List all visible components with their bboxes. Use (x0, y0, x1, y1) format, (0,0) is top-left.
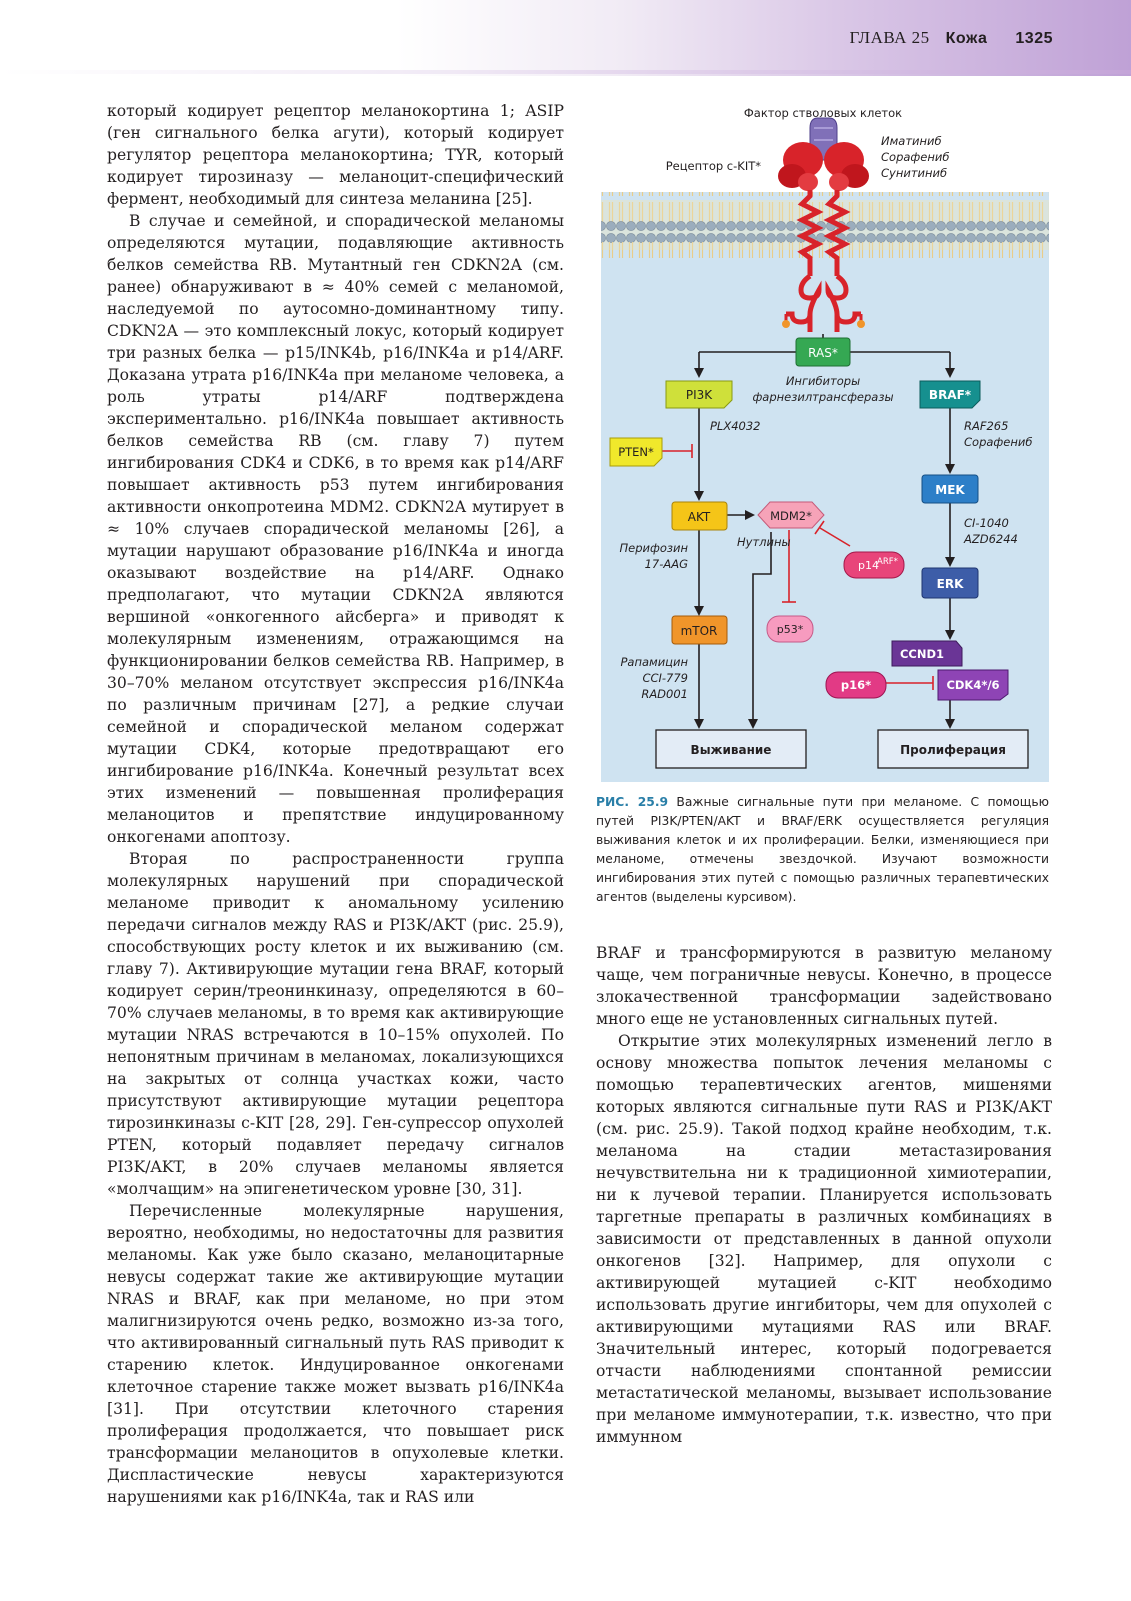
node-cdk4-6 (938, 670, 1008, 700)
drug-ftase-line2: фарнезилтрансферазы (752, 390, 894, 404)
node-p53-label: p53* (776, 623, 804, 636)
node-cdk-label: CDK4*/6 (946, 678, 1000, 692)
node-mtor (672, 616, 727, 644)
outcome-proliferation-label: Пролиферация (900, 743, 1006, 757)
node-p53 (767, 616, 813, 642)
node-mtor-label: mTOR (680, 624, 718, 638)
membrane-core (601, 200, 1049, 250)
node-pten (610, 438, 662, 466)
figure-label: РИС. 25.9 (596, 795, 669, 809)
drug-plx4032: PLX4032 (710, 419, 761, 433)
outcome-survival (656, 730, 806, 768)
node-ras-label: RAS* (808, 346, 838, 360)
drug-sorafenib-braf: Сорафениб (964, 435, 1033, 449)
header-rule (0, 70, 1131, 74)
figure-caption (596, 793, 1049, 907)
paragraph: Вторая по распространенности группа молекулярных нарушений при спорадической меланоме приводит к аномальному усилению передачи сигналов между RAS и PI3K/AKT (рис. 25.9), способствующих росту клеток и их выживанию (см. главу 7). Активирующие мутации гена BRAF, который кодирует серин/треонинкиназу, определяются в 60–70% случаев меланомы, в то время как активирующие мутации NRAS встречаются в 10–15% опухолей. По непонятным причинам в меланомах, локализующихся на закрытых от солнца участках кожи, часто присутствуют активирующие мутации рецептора тирозинкиназы c-KIT [28, 29]. Ген-супрессор опухолей PTEN, который подавляет передачу сигналов PI3K/AKT, в 20% случаев меланомы является «молчащим» на эпигенетическом уровне [30, 31]. (107, 850, 564, 1198)
drug-ci1040: CI-1040 (964, 516, 1009, 530)
node-braf-label: BRAF* (928, 388, 972, 402)
drug-perifosine: Перифозин (619, 541, 688, 555)
drug-imatinib: Иматиниб (881, 134, 942, 148)
outcome-proliferation (878, 730, 1028, 768)
node-p16 (826, 672, 886, 698)
node-mdm2 (758, 502, 824, 528)
node-ccnd1-label: CCND1 (899, 647, 945, 661)
drug-ftase-line1: Ингибиторы (785, 374, 861, 388)
drug-raf265: RAF265 (964, 419, 1009, 433)
paragraph: В случае и семейной, и спорадической меланомы определяются мутации, подавляющие активность белков семейства RB. Мутантный ген CDKN2A (см. ранее) обнаруживают в ≈ 40% семей с меланомой, наследуемой по аутосомно-доминантному типу. CDKN2A — это комплексный локус, который кодирует три разных белка — p15/INK4b, p16/INK4a и p14/ARF. Доказана утрата p16/INK4a при меланоме человека, а роль утраты p14/ARF подтверждена экспериментально. p16/INK4a повышает активность белков семейства RB (см. главу 7) путем ингибирования CDK4 и CDK6, в то время как p14/ARF повышает активность p53 путем ингибирования активности онкопротеина MDM2. CDKN2A мутирует в ≈ 10% случаев спорадической меланомы [26], а мутации нарушают образование p16/INK4a и иногда оказывают воздействие на p14/ARF. Однако предполагают, что мутации CDKN2A являются вершиной «онкогенного айсберга» и приводят к молекулярным изменениям, отражающимся на функционировании белков семейства RB. Например, в 30–70% меланом отсутствует экспрессия p16/INK4a по различным причинам [27], а редкие случаи семейной и спорадической меланом содержат мутации CDK4, которые предотвращают его ингибирование p16/INK4a. Конечный результат всех этих изменений — повышенная пролиферация меланоцитов и препятствие индуцированному онкогенами апоптозу. (107, 212, 564, 846)
node-ras (796, 338, 850, 366)
drug-azd6244: AZD6244 (964, 532, 1018, 546)
node-mek-label: MEK (935, 483, 965, 497)
node-pi3k-label: PI3K (685, 388, 713, 402)
label-receptor: Рецептор c-KIT* (665, 159, 761, 173)
right-column (596, 942, 1052, 1448)
chapter-label: ГЛАВА 25 (849, 28, 930, 47)
drug-nutlins: Нутлины (737, 535, 791, 549)
paragraph: Открытие этих молекулярных изменений легло в основу множества попыток лечения меланомы с помощью терапевтических агентов, мишенями которых являются сигнальные пути RAS и PI3K/AKT (см. рис. 25.9). Такой подход крайне необходим, т.к. меланома на стадии метастазирования нечувствительна ни к традиционной химиотерапии, ни к лучевой терапии. Планируется использовать таргетные препараты в различных комбинациях в зависимости от представленных в данной опухоли онкогенов [32]. Например, для опухоли с активирующей мутацией c-KIT необходимо использовать другие ингибиторы, чем для опухолей с активирующими мутациями RAS или BRAF. Значительный интерес, который подогревается отчасти наблюдениями спонтанной ремиссии метастатической меланомы, вызывает использование при меланоме иммунотерапии, т.к. известно, что при иммунном (596, 1032, 1052, 1446)
drug-cci779: CCI-779 (642, 671, 688, 685)
node-p14-superscript: ARF* (877, 557, 898, 567)
node-ccnd1 (892, 641, 962, 666)
node-akt (672, 502, 727, 530)
node-mdm2-label: MDM2* (770, 509, 812, 523)
figure-25-9 (596, 100, 1049, 785)
caption-text: Важные сигнальные пути при меланоме. С помощью путей PI3K/PTEN/AKT и BRAF/ERK осуществляется регуляция выживания клеток и их пролиферации. Белки, изменяющиеся при меланоме, отмечены звездочкой. Изучают возможности ингибирования этих путей с помощью различных терапевтических агентов (выделены курсивом). (596, 795, 1049, 904)
node-braf (920, 381, 980, 408)
node-p16-label: p16* (840, 678, 872, 692)
left-column (107, 100, 564, 1508)
node-mek (922, 475, 978, 503)
drug-sunitinib: Сунитиниб (881, 166, 948, 180)
node-pten-label: PTEN* (618, 445, 654, 459)
node-erk (922, 568, 978, 598)
drug-sorafenib: Сорафениб (881, 150, 950, 164)
node-p14arf (844, 552, 904, 578)
drug-17aag: 17-AAG (644, 557, 688, 571)
drug-rapamycin: Рапамицин (620, 655, 688, 669)
node-erk-label: ERK (936, 577, 964, 591)
node-pi3k (666, 381, 732, 408)
drug-rad001: RAD001 (641, 687, 688, 701)
running-head (849, 28, 1053, 48)
paragraph: BRAF и трансформируются в развитую меланому чаще, чем пограничные невусы. Конечно, в процессе злокачественной трансформации задействовано много еще не установленных сигнальных путей. (596, 944, 1052, 1028)
node-akt-label: AKT (687, 510, 711, 524)
node-p14-label: p14 (858, 559, 879, 572)
label-stem-cell-factor: Фактор стволовых клеток (743, 106, 903, 120)
page-number: 1325 (1015, 30, 1053, 47)
outcome-survival-label: Выживание (690, 743, 772, 757)
paragraph: Перечисленные молекулярные нарушения, вероятно, необходимы, но недостаточны для развития меланомы. Как уже было сказано, меланоцитарные невусы содержат такие же активирующие мутации NRAS и BRAF, как при меланоме, но при этом малигнизируются очень редко, возможно из-за того, что активированный сигнальный путь RAS приводит к старению клеток. Индуцированное онкогенами клеточное старение также может вызвать p16/INK4a [31]. При отсутствии клеточного старения пролиферация продолжается, что повышает риск трансформации меланоцитов в опухолевые клетки. Диспластические невусы характеризуются нарушениями как p16/INK4a, так и RAS или (107, 1202, 564, 1506)
paragraph: который кодирует рецептор меланокортина 1; ASIP (ген сигнального белка агути), который кодирует регулятор рецептора меланокортина; TYR, который кодирует тирозиназу — меланоцит-специфический фермент, необходимый для синтеза меланина [25]. (107, 102, 564, 208)
section-title: Кожа (945, 30, 988, 47)
